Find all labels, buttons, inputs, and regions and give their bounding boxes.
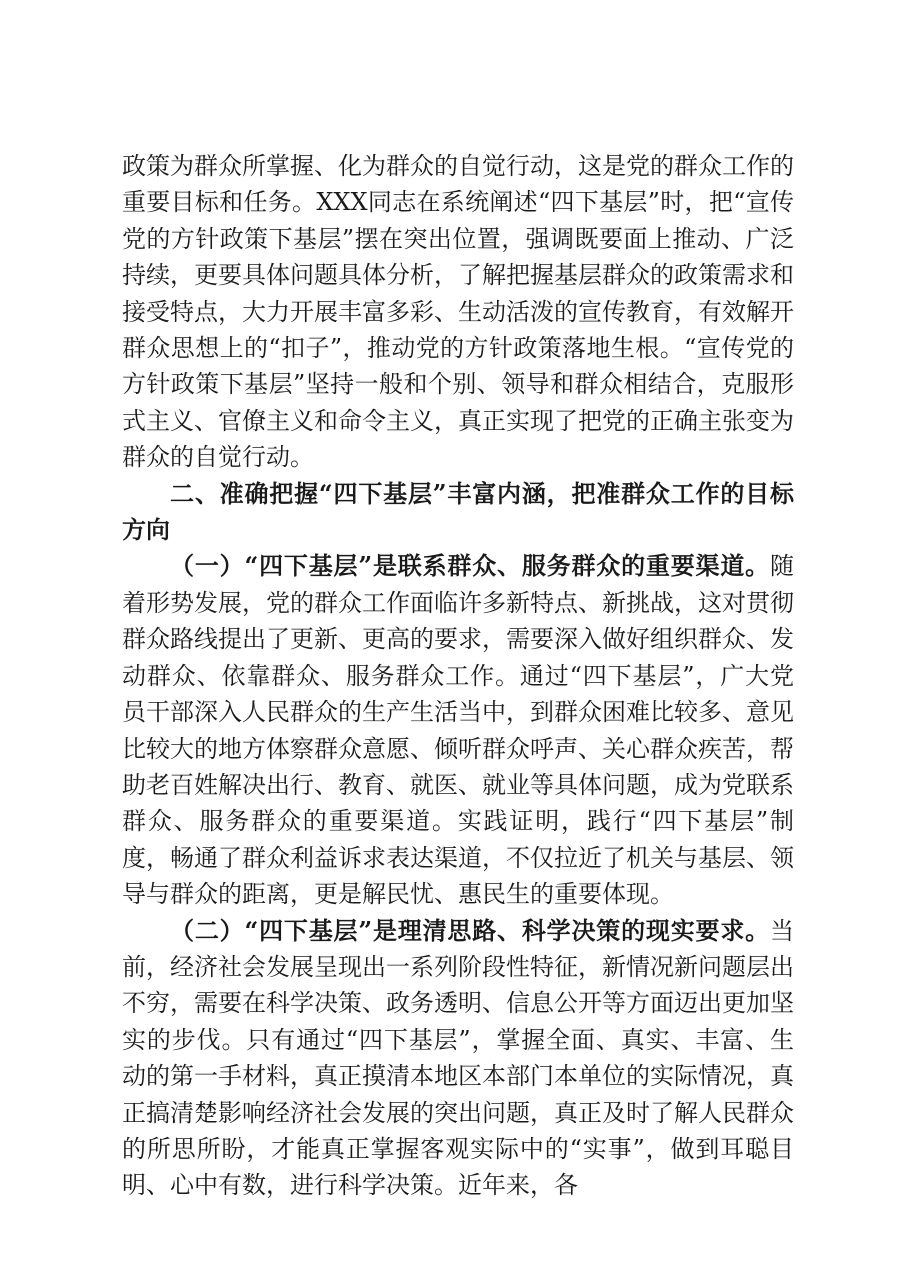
document-body	[122, 148, 794, 1204]
subsection-1-body: 随着形势发展，党的群众工作面临许多新特点、新挑战，这对贯彻群众路线提出了更新、更高的要求，需要深入做好组织群众、发动群众、依靠群众、服务群众工作。通过“四下基层”，广大党员干部深入人民群众的生产生活当中，到群众困难比较多、意见比较大的地方体察群众意愿、倾听群众呼声、关心群众疾苦，帮助老百姓解决出行、教育、就医、就业等具体问题，成为党联系群众、服务群众的重要渠道。实践证明，践行“四下基层”制度，畅通了群众利益诉求表达渠道，不仅拉近了机关与基层、领导与群众的距离，更是解民忧、惠民生的重要体现。	[122, 552, 794, 909]
paragraph-continuation: 政策为群众所掌握、化为群众的自觉行动，这是党的群众工作的重要目标和任务。XXX同志在系统阐述“四下基层”时，把“宣传党的方针政策下基层”摆在突出位置，强调既要面上推动、广泛持续，更要具体问题具体分析，了解把握基层群众的政策需求和接受特点，大力开展丰富多彩、生动活泼的宣传教育，有效解开群众思想上的“扣子”，推动党的方针政策落地生根。“宣传党的方针政策下基层”坚持一般和个别、领导和群众相结合，克服形式主义、官僚主义和命令主义，真正实现了把党的正确主张变为群众的自觉行动。	[122, 152, 794, 472]
subsection-2-title: （二）“四下基层”是理清思路、科学决策的现实要求。	[170, 915, 770, 945]
subsection-1-title: （一）“四下基层”是联系群众、服务群众的重要渠道。	[170, 551, 770, 581]
subsection-2-body: 当前，经济社会发展呈现出一系列阶段性特征，新情况新问题层出不穷，需要在科学决策、政务透明、信息公开等方面迈出更加坚实的步伐。只有通过“四下基层”，掌握全面、真实、丰富、生动的第一手材料，真正摸清本地区本部门本单位的实际情况，真正搞清楚影响经济社会发展的突出问题，真正及时了解人民群众的所思所盼，才能真正掌握客观实际中的“实事”，做到耳聪目明、心中有数，进行科学决策。近年来，各	[122, 916, 794, 1200]
subsection-2-paragraph	[122, 913, 794, 1204]
subsection-1-paragraph	[122, 548, 794, 912]
section-heading: 二、准确把握“四下基层”丰富内涵，把准群众工作的目标方向	[122, 478, 794, 545]
